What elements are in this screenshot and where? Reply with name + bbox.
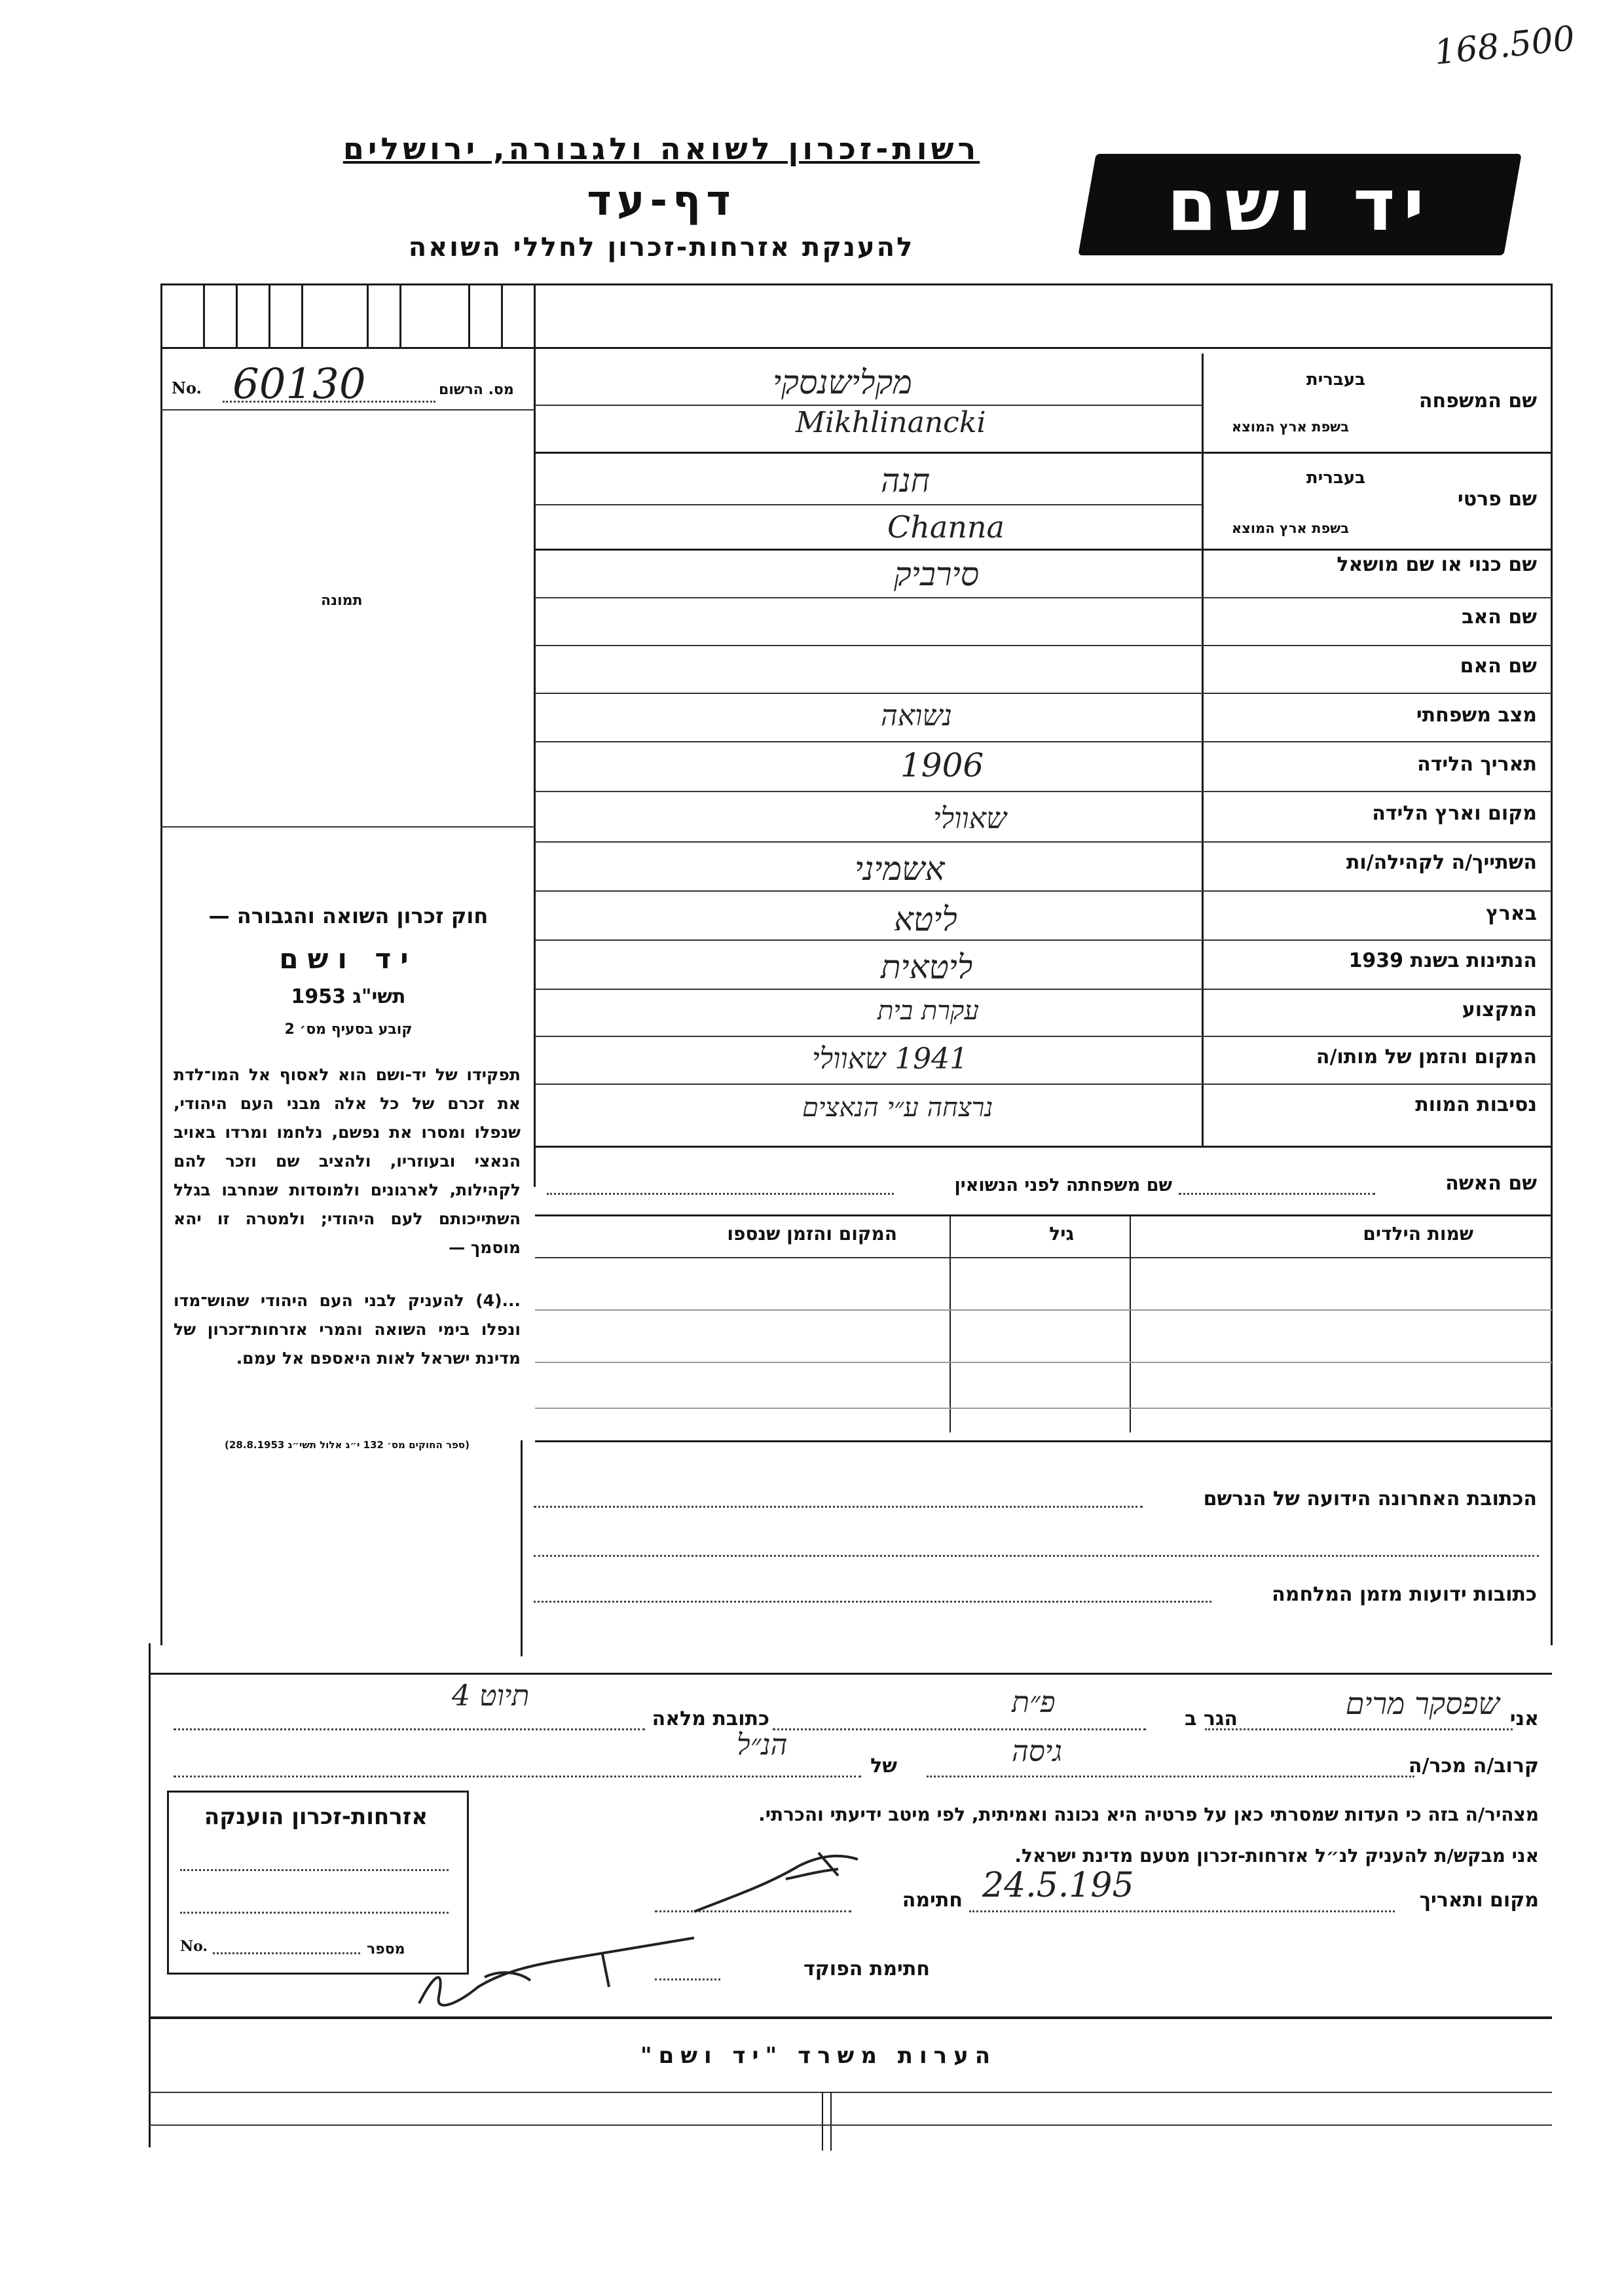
first-name-mid-line [535, 504, 1202, 505]
declarant-signature [688, 1840, 884, 1925]
field-label-community: השתייך/ה לקהילה/ות [1346, 851, 1537, 874]
declarant-top [149, 1673, 1552, 1675]
row-line-11 [535, 989, 1552, 990]
frame-left-lower [149, 1643, 151, 2147]
citizenship-dots-2 [180, 1912, 449, 1914]
notes-divider-b [830, 2092, 832, 2151]
top-strip-cell-5 [367, 283, 369, 349]
field-value-community: אשמיני [855, 850, 945, 888]
row-line-3 [535, 597, 1552, 598]
declarant-address-label: כתובת מלאה [652, 1707, 769, 1730]
law-name: יד ושם [279, 943, 418, 975]
field-value-first-name-latin: Channa [887, 509, 1005, 545]
field-label-first-name: שם פרטי [1457, 488, 1537, 511]
field-value-marital-status: נשואה [881, 699, 952, 733]
place-date-label: מקום ותאריך [1419, 1889, 1539, 1912]
law-text-1: תפקידו של יד-ושם הוא לאסוף אל המו־לדת את זכרם של כל אלה מבני העם היהודי, שנפלו ומסרו את נפשם, נלחמו ומרדו באויב הנאצי ובעוזריו, ולהציב שם וזכר להם לקהילות, לארגונים ולמוסדות שנחרבו בגלל השתייכותם לעם היהודי; ולמטרה זו יהא מוסמך — [174, 1065, 521, 1257]
left-column-divider [534, 283, 536, 1187]
signature-label: חתימה [902, 1889, 963, 1912]
field-label-death-circumstances: נסיבות המוות [1415, 1093, 1537, 1116]
top-strip-cell-6 [399, 283, 401, 349]
frame-top [160, 283, 1552, 285]
field-label-birth-place: מקום וארץ הלידה [1372, 802, 1537, 825]
children-row-2 [535, 1362, 1552, 1363]
top-strip-cell-3 [268, 283, 270, 349]
field-label-mother-name: שם האם [1460, 655, 1537, 678]
citizenship-number-label: מספר [367, 1941, 405, 1958]
field-value-family-name-hebrew: מקלישנסקי [773, 363, 912, 401]
corner-reference-number: 168.500 [1432, 18, 1577, 73]
notes-line-1 [149, 2092, 1552, 2093]
field-value-birth-date: 1906 [900, 746, 984, 784]
war-address-label: כתובות ידועות מזמן המלחמה [1272, 1583, 1537, 1606]
row-line-8 [535, 841, 1552, 843]
children-col-2 [1130, 1216, 1131, 1432]
children-header-bottom [535, 1257, 1552, 1258]
field-label-citizenship-1939: הנתינות בשנת 1939 [1348, 949, 1537, 972]
field-label-country: בארץ [1485, 902, 1537, 925]
citizenship-box-title: אזרחות-זכרון הוענקה [204, 1804, 428, 1830]
top-strip-cell-1 [203, 283, 205, 349]
row-line-7 [535, 791, 1552, 792]
last-address-label: הכתובת האחרונה הידועה של הנרשם [1203, 1487, 1537, 1510]
row-line-1 [535, 452, 1552, 454]
citizenship-dots-1 [180, 1869, 449, 1871]
field-sub-hebrew-1: בעברית [1306, 370, 1365, 390]
officer-signature-label: חתימת הפוקד [803, 1958, 930, 1980]
citizenship-no-label: No. [180, 1938, 208, 1955]
field-label-birth-date: תאריך הלידה [1417, 753, 1537, 776]
declarant-city-dots [773, 1728, 1146, 1730]
children-header-names: שמות הילדים [1363, 1223, 1473, 1245]
wife-bottom [535, 1214, 1552, 1216]
declarant-address: תיוט 4 [452, 1679, 530, 1713]
wife-label: שם האשה [1445, 1172, 1537, 1195]
children-header-age: גיל [1049, 1223, 1074, 1245]
row-line-4 [535, 645, 1552, 646]
declarant-address-dots [174, 1728, 645, 1730]
field-value-death-circumstances: נרצחה ע״י הנאצים [802, 1093, 993, 1123]
row-line-12 [535, 1036, 1552, 1037]
yad-vashem-logo [1078, 154, 1521, 255]
row-line-9 [535, 890, 1552, 892]
photo-label: תמונה [321, 592, 363, 609]
top-strip-bottom [160, 347, 1552, 349]
field-sub-hebrew-2: בעברית [1306, 468, 1365, 488]
field-value-country: ליטא [894, 900, 957, 938]
field-sub-origin-2: בשפת ארץ המוצא [1231, 520, 1349, 536]
war-address-dots [534, 1601, 1211, 1603]
field-value-citizenship-1939: ליטאית [881, 948, 973, 986]
law-text-2: ...(4) להעניק לבני העם היהודי שהוש־מדו ונפלו בימי השואה והמרי אזרחות־זכרון של מדינת ישראל לאות היאספם אל עמם. [174, 1291, 521, 1368]
field-value-family-name-latin: Mikhlinancki [796, 406, 986, 439]
field-label-marital-status: מצב משפחתי [1416, 704, 1537, 727]
field-label-father-name: שם האב [1462, 606, 1537, 629]
declarant-i-label: אני [1509, 1707, 1539, 1730]
of-value: הנ״ל [737, 1728, 788, 1762]
place-date-dots [969, 1910, 1395, 1912]
left-column-divider-lower [521, 1440, 523, 1656]
registration-bottom [160, 409, 535, 410]
registration-no-dots [223, 401, 435, 403]
wife-dots [1179, 1193, 1375, 1195]
relative-dots [927, 1776, 1414, 1777]
request-text: אני מבקש/ת להעניק לנ״ל אזרחות-זכרון מטעם מדינת ישראל. [1014, 1845, 1539, 1867]
top-strip-cell-4 [301, 283, 303, 349]
wife-maiden-dots [547, 1193, 894, 1195]
form-title: דף-עד [587, 177, 736, 225]
relative-label: קרוב/ה מכר/ה [1408, 1755, 1539, 1777]
law-year: תשי"ג 1953 [291, 985, 406, 1008]
logo-text: יד ושם [1167, 162, 1433, 247]
declaration-text: מצהיר/ה בזה כי העדות שמסרתי כאן על פרטיה היא נכונה ואמיתית, לפי מיטב ידיעתי והכרתי. [758, 1804, 1539, 1825]
field-label-death-place-time: המקום והזמן של מותו/ה [1316, 1046, 1537, 1068]
authority-line: רשות-זכרון לשואה ולגבורה, ירושלים [342, 131, 980, 166]
field-value-profession: עקרת בית [877, 996, 979, 1026]
citizenship-no-dots [213, 1952, 360, 1954]
declarant-name-dots [1205, 1728, 1513, 1730]
last-address-dots [534, 1506, 1143, 1508]
field-sub-origin-1: בשפת ארץ המוצא [1231, 419, 1349, 435]
form-subtitle: להענקת אזרחות-זכרון לחללי השואה [408, 232, 915, 263]
of-label: של [870, 1755, 897, 1777]
row-line-2 [535, 549, 1552, 551]
last-address-dots-2 [534, 1555, 1539, 1557]
top-strip-cell-8 [501, 283, 503, 349]
children-col-1 [950, 1216, 951, 1432]
registration-label: מס. הרשום [439, 382, 514, 398]
field-value-nickname: סירביק [894, 555, 980, 593]
declarant-lives-label: הגר ב [1185, 1707, 1238, 1730]
registration-no-value: 60130 [232, 360, 366, 409]
declarant-city: פ״ת [1012, 1686, 1056, 1719]
registration-no-label: No. [172, 378, 202, 397]
top-strip-cell-7 [468, 283, 470, 349]
law-footnote: (ספר החוקים מס׳ 132 י״ג אלול תשי״ג 28.8.1953) [225, 1439, 470, 1451]
top-strip-cell-2 [236, 283, 238, 349]
row-line-6 [535, 741, 1552, 742]
declarant-name: שפסקר מרים [1345, 1686, 1500, 1721]
field-value-death-place-time: 1941 שאוולי [812, 1042, 969, 1076]
field-label-profession: המקצוע [1462, 998, 1537, 1021]
office-notes-label: הערות משרד "יד ושם" [640, 2043, 997, 2069]
relative-value: גיסה [1012, 1735, 1062, 1768]
label-column-divider [1202, 354, 1204, 1146]
children-header-place: המקום והזמן שנספו [727, 1223, 897, 1245]
notes-line-2 [149, 2124, 1552, 2126]
wife-maiden-label: שם משפחתה לפני הנשואין [954, 1175, 1172, 1195]
field-label-nickname: שם כנוי או שם מושאל [1337, 553, 1537, 576]
children-row-1 [535, 1309, 1552, 1311]
notes-top [149, 2016, 1552, 2019]
of-dots [174, 1776, 861, 1777]
row-line-14 [535, 1146, 1552, 1148]
photo-bottom [160, 826, 535, 828]
place-date-value: 24.5.195 [982, 1866, 1134, 1905]
row-line-5 [535, 693, 1552, 694]
children-bottom [535, 1440, 1552, 1442]
frame-left-upper [160, 283, 162, 1645]
notes-divider-a [822, 2092, 823, 2151]
law-title: חוק זכרון השואה והגבורה — [208, 903, 489, 928]
field-label-family-name: שם המשפחה [1418, 390, 1537, 412]
row-line-10 [535, 939, 1552, 941]
row-line-13 [535, 1084, 1552, 1085]
field-value-first-name-hebrew: חנה [881, 462, 931, 500]
field-value-birth-place: שאוולי [933, 802, 1007, 835]
law-section: קובע בסעיף מס׳ 2 [284, 1021, 413, 1038]
children-row-3 [535, 1408, 1552, 1409]
